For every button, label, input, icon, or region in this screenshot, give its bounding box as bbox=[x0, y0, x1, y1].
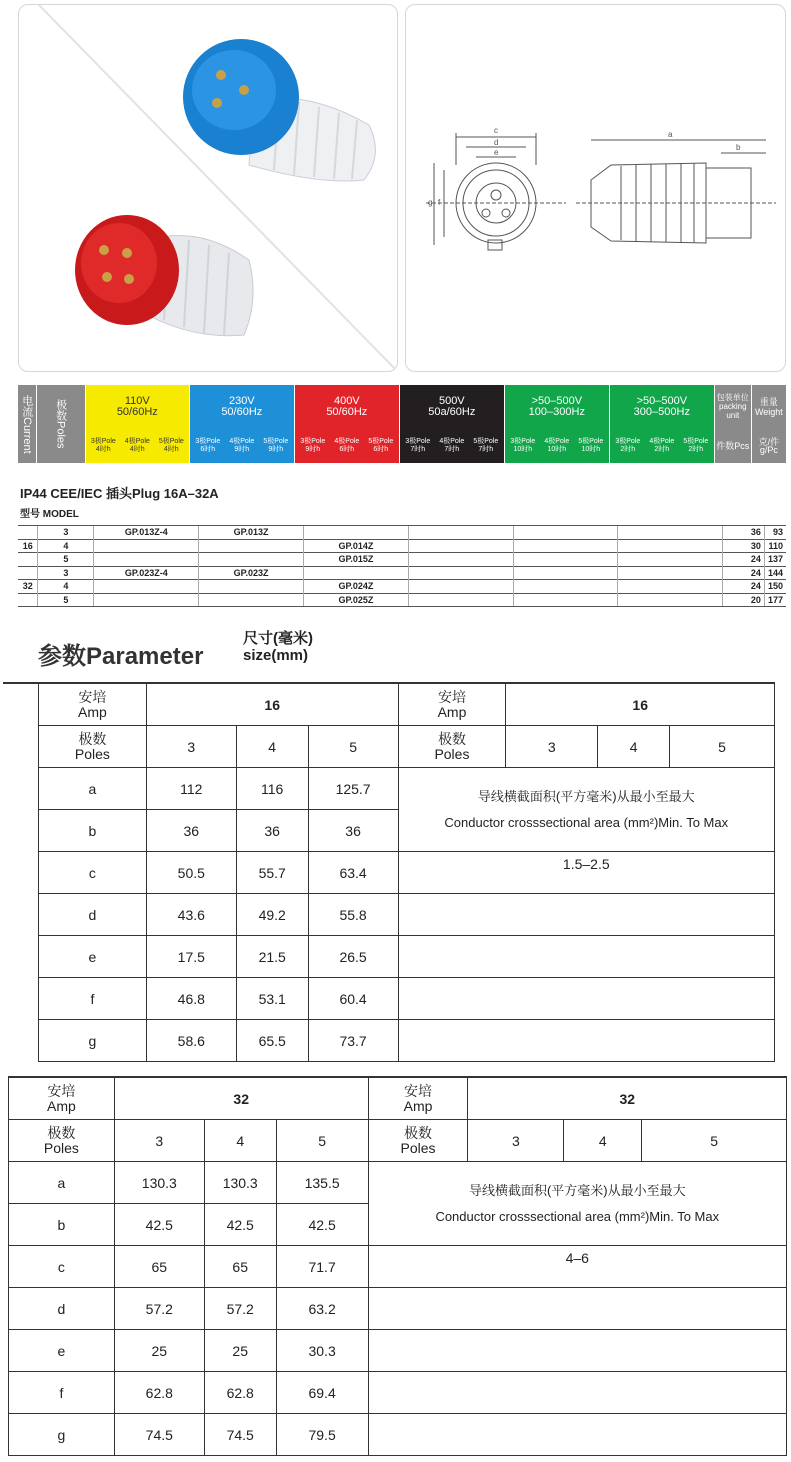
conductor-range: 4–6 bbox=[368, 1246, 786, 1288]
technical-drawing-panel bbox=[405, 4, 786, 372]
dimension-value: 55.7 bbox=[236, 852, 308, 894]
weight-cell: 110 bbox=[764, 539, 786, 553]
pole-label: 4极Pole 10时h bbox=[544, 437, 570, 453]
amp-label: 安培 Amp bbox=[398, 684, 506, 726]
empty-cell bbox=[398, 1020, 774, 1062]
dimension-label: f bbox=[9, 1372, 115, 1414]
model-cell bbox=[408, 553, 513, 567]
dimension-value: 21.5 bbox=[236, 936, 308, 978]
dim-label-f: f bbox=[438, 198, 441, 207]
model-cell bbox=[94, 539, 199, 553]
pole-label: 4极Pole 6时h bbox=[334, 437, 360, 453]
dimension-value: 53.1 bbox=[236, 978, 308, 1020]
model-cell bbox=[618, 553, 723, 567]
dimension-row bbox=[9, 1162, 787, 1204]
dim-label-a: a bbox=[668, 130, 673, 139]
dimension-value: 112 bbox=[146, 768, 236, 810]
pole-label: 3极Pole 9时h bbox=[300, 437, 326, 453]
size-heading bbox=[243, 630, 313, 664]
dimension-value: 57.2 bbox=[114, 1288, 204, 1330]
model-cell: GP.024Z bbox=[304, 580, 409, 594]
model-cell bbox=[513, 593, 618, 607]
dimension-value: 63.4 bbox=[308, 852, 398, 894]
model-cell: GP.023Z-4 bbox=[94, 566, 199, 580]
dimension-value: 42.5 bbox=[114, 1204, 204, 1246]
current-cell bbox=[18, 593, 38, 607]
empty-cell bbox=[368, 1414, 786, 1456]
pole-label: 5极Pole 10时h bbox=[578, 437, 604, 453]
voltage-group bbox=[85, 385, 189, 463]
model-row bbox=[18, 593, 786, 607]
model-cell bbox=[304, 566, 409, 580]
dimension-label: d bbox=[39, 894, 147, 936]
dimension-label: d bbox=[9, 1288, 115, 1330]
empty-cell bbox=[368, 1288, 786, 1330]
poles-label: 极数 Poles bbox=[39, 726, 147, 768]
dimension-value: 71.7 bbox=[276, 1246, 368, 1288]
current-cell: 32 bbox=[18, 580, 38, 594]
amp-value: 32 bbox=[114, 1078, 368, 1120]
dim-label-e: e bbox=[494, 148, 499, 157]
dimension-value: 25 bbox=[204, 1330, 276, 1372]
poles-cell: 5 bbox=[38, 593, 94, 607]
parameter-table-32a bbox=[8, 1077, 787, 1456]
model-cell bbox=[618, 539, 723, 553]
current-cell bbox=[18, 566, 38, 580]
dimension-row bbox=[9, 1372, 787, 1414]
pole-label: 4极Pole 7时h bbox=[439, 437, 465, 453]
model-cell bbox=[513, 580, 618, 594]
dimension-value: 36 bbox=[146, 810, 236, 852]
dimension-label: g bbox=[9, 1414, 115, 1456]
dimension-value: 42.5 bbox=[204, 1204, 276, 1246]
empty-cell bbox=[398, 894, 774, 936]
amp-value: 16 bbox=[506, 684, 775, 726]
amp-value: 16 bbox=[146, 684, 398, 726]
dim-label-g: g bbox=[428, 198, 433, 207]
amp-value: 32 bbox=[468, 1078, 787, 1120]
dimension-value: 36 bbox=[308, 810, 398, 852]
poles-cell: 5 bbox=[38, 553, 94, 567]
poles-cell: 4 bbox=[38, 539, 94, 553]
voltage-group bbox=[609, 385, 714, 463]
dimension-row bbox=[9, 1288, 787, 1330]
dimension-value: 62.8 bbox=[204, 1372, 276, 1414]
model-table bbox=[18, 525, 786, 607]
freq-label: 50a/60Hz bbox=[428, 405, 476, 418]
model-row bbox=[18, 566, 786, 580]
dimension-row bbox=[39, 768, 775, 810]
current-cell bbox=[18, 553, 38, 567]
model-cell bbox=[513, 566, 618, 580]
plug-illustration bbox=[19, 5, 398, 372]
pole-label: 5极Pole 7时h bbox=[473, 437, 499, 453]
model-cell bbox=[618, 566, 723, 580]
dimension-label: b bbox=[9, 1204, 115, 1246]
dimension-value: 125.7 bbox=[308, 768, 398, 810]
dimension-row bbox=[39, 1020, 775, 1062]
model-cell bbox=[408, 526, 513, 540]
voltage-group bbox=[294, 385, 399, 463]
freq-label: 50/60Hz bbox=[221, 405, 263, 418]
model-cell: GP.013Z-4 bbox=[94, 526, 199, 540]
conductor-note: 导线横截面积(平方毫米)从最小至最大 Conductor crosssectional area (mm²)Min. To Max bbox=[398, 768, 774, 852]
voltage-label: 110V bbox=[124, 394, 150, 407]
amp-row bbox=[9, 1078, 787, 1120]
freq-label: 100–300Hz bbox=[528, 405, 585, 418]
pole-label: 5极Pole 4时h bbox=[158, 437, 184, 453]
model-cell bbox=[408, 593, 513, 607]
dimension-value: 36 bbox=[236, 810, 308, 852]
model-title: IP44 CEE/IEC 插头Plug 16A–32A bbox=[20, 486, 219, 501]
current-cell: 16 bbox=[18, 539, 38, 553]
dimension-value: 55.8 bbox=[308, 894, 398, 936]
dimension-label: b bbox=[39, 810, 147, 852]
dimension-value: 74.5 bbox=[114, 1414, 204, 1456]
model-cell bbox=[408, 539, 513, 553]
model-cell bbox=[199, 593, 304, 607]
model-row bbox=[18, 580, 786, 594]
amp-label: 安培 Amp bbox=[9, 1078, 115, 1120]
pole-label: 3极Pole 7时h bbox=[405, 437, 431, 453]
parameter-title: 参数Parameter bbox=[38, 643, 204, 670]
weight-cell: 144 bbox=[764, 566, 786, 580]
dimension-value: 49.2 bbox=[236, 894, 308, 936]
model-cell bbox=[199, 539, 304, 553]
voltage-header bbox=[18, 385, 786, 463]
conductor-note: 导线横截面积(平方毫米)从最小至最大 Conductor crosssectional area (mm²)Min. To Max bbox=[368, 1162, 786, 1246]
dimension-row bbox=[39, 894, 775, 936]
empty-cell bbox=[398, 936, 774, 978]
dimension-value: 26.5 bbox=[308, 936, 398, 978]
model-cell bbox=[408, 566, 513, 580]
model-cell bbox=[513, 526, 618, 540]
empty-cell bbox=[368, 1372, 786, 1414]
dimension-value: 73.7 bbox=[308, 1020, 398, 1062]
poles-cell: 4 bbox=[38, 580, 94, 594]
model-cell bbox=[618, 580, 723, 594]
poles-label: 极数 Poles bbox=[368, 1120, 468, 1162]
dimension-label: f bbox=[39, 978, 147, 1020]
dimension-value: 60.4 bbox=[308, 978, 398, 1020]
dimension-value: 62.8 bbox=[114, 1372, 204, 1414]
dimension-value: 50.5 bbox=[146, 852, 236, 894]
amp-row bbox=[39, 684, 775, 726]
pole-label: 5极Pole 6时h bbox=[368, 437, 394, 453]
dimension-label: c bbox=[9, 1246, 115, 1288]
amp-label: 安培 Amp bbox=[368, 1078, 468, 1120]
voltage-label: >50–500V bbox=[636, 394, 688, 407]
current-header: 电流Current bbox=[18, 385, 36, 463]
model-cell bbox=[618, 593, 723, 607]
voltage-label: 230V bbox=[228, 394, 255, 407]
red-plug-image bbox=[75, 215, 253, 336]
dimension-label: g bbox=[39, 1020, 147, 1062]
dim-label-d: d bbox=[494, 138, 499, 147]
poles-label: 极数 Poles bbox=[398, 726, 506, 768]
model-cell bbox=[513, 553, 618, 567]
model-cell: GP.013Z bbox=[199, 526, 304, 540]
poles-cell: 3 bbox=[38, 566, 94, 580]
poles-label: 极数 Poles bbox=[9, 1120, 115, 1162]
pole-label: 4极Pole 2时h bbox=[649, 437, 675, 453]
size-cn: 尺寸(毫米) bbox=[243, 630, 313, 647]
freq-label: 50/60Hz bbox=[116, 405, 158, 418]
model-cell: GP.025Z bbox=[304, 593, 409, 607]
dimension-value: 116 bbox=[236, 768, 308, 810]
dimension-value: 65.5 bbox=[236, 1020, 308, 1062]
dim-label-c: c bbox=[494, 126, 498, 135]
freq-label: 300–500Hz bbox=[633, 405, 690, 418]
voltage-group bbox=[189, 385, 294, 463]
dimension-label: e bbox=[9, 1330, 115, 1372]
pcs-cell: 36 bbox=[722, 526, 764, 540]
model-cell bbox=[618, 526, 723, 540]
amp-label: 安培 Amp bbox=[39, 684, 147, 726]
parameter-table-16a bbox=[38, 683, 775, 1062]
model-cell bbox=[94, 553, 199, 567]
weight-cell: 137 bbox=[764, 553, 786, 567]
model-cell bbox=[199, 580, 304, 594]
weight-cell: 150 bbox=[764, 580, 786, 594]
pcs-cell: 24 bbox=[722, 580, 764, 594]
poles-row: 极数 Poles 3 4 5 极数 Poles 3 4 5 bbox=[9, 1120, 787, 1162]
model-cell bbox=[94, 593, 199, 607]
model-cell bbox=[408, 580, 513, 594]
voltage-group bbox=[399, 385, 504, 463]
blue-plug-image bbox=[183, 39, 375, 181]
model-subtitle: 型号 MODEL bbox=[20, 509, 79, 520]
current-cell bbox=[18, 526, 38, 540]
weight-cell: 177 bbox=[764, 593, 786, 607]
dimension-label: a bbox=[9, 1162, 115, 1204]
model-cell: GP.023Z bbox=[199, 566, 304, 580]
dimension-label: e bbox=[39, 936, 147, 978]
poles-header: 极数Poles bbox=[36, 385, 85, 463]
dimension-value: 130.3 bbox=[114, 1162, 204, 1204]
model-cell: GP.014Z bbox=[304, 539, 409, 553]
weight-header: 重量Weight 克/件g/Pc bbox=[751, 385, 786, 463]
size-en: size(mm) bbox=[243, 647, 309, 664]
voltage-label: 400V bbox=[333, 394, 360, 407]
empty-cell bbox=[398, 978, 774, 1020]
model-row bbox=[18, 526, 786, 540]
dimension-row bbox=[9, 1330, 787, 1372]
dimension-value: 63.2 bbox=[276, 1288, 368, 1330]
model-cell: GP.015Z bbox=[304, 553, 409, 567]
pcs-cell: 24 bbox=[722, 553, 764, 567]
dimension-value: 65 bbox=[114, 1246, 204, 1288]
pole-label: 4极Pole 9时h bbox=[229, 437, 255, 453]
dimension-value: 74.5 bbox=[204, 1414, 276, 1456]
dimension-value: 65 bbox=[204, 1246, 276, 1288]
model-row bbox=[18, 553, 786, 567]
dimension-value: 17.5 bbox=[146, 936, 236, 978]
product-photo-panel bbox=[18, 4, 398, 372]
packing-header: 包装单位packing unit 件数Pcs bbox=[714, 385, 751, 463]
dimension-value: 30.3 bbox=[276, 1330, 368, 1372]
dimension-value: 69.4 bbox=[276, 1372, 368, 1414]
pole-label: 5极Pole 2时h bbox=[683, 437, 709, 453]
dimension-row bbox=[39, 936, 775, 978]
dimension-value: 46.8 bbox=[146, 978, 236, 1020]
model-cell bbox=[199, 553, 304, 567]
conductor-range: 1.5–2.5 bbox=[398, 852, 774, 894]
poles-cell: 3 bbox=[38, 526, 94, 540]
dimension-value: 130.3 bbox=[204, 1162, 276, 1204]
pole-label: 4极Pole 4时h bbox=[124, 437, 150, 453]
model-cell bbox=[513, 539, 618, 553]
model-cell bbox=[94, 580, 199, 594]
dimension-label: a bbox=[39, 768, 147, 810]
dimension-value: 43.6 bbox=[146, 894, 236, 936]
model-cell bbox=[304, 526, 409, 540]
dimension-value: 79.5 bbox=[276, 1414, 368, 1456]
pole-label: 3极Pole 4时h bbox=[90, 437, 116, 453]
voltage-group bbox=[504, 385, 609, 463]
dimension-drawing bbox=[406, 5, 786, 372]
dimension-label: c bbox=[39, 852, 147, 894]
dimension-row bbox=[39, 978, 775, 1020]
poles-row: 极数 Poles 3 4 5 极数 Poles 3 4 5 bbox=[39, 726, 775, 768]
dimension-value: 42.5 bbox=[276, 1204, 368, 1246]
pcs-cell: 24 bbox=[722, 566, 764, 580]
weight-cell: 93 bbox=[764, 526, 786, 540]
dimension-value: 57.2 bbox=[204, 1288, 276, 1330]
dimension-row bbox=[9, 1414, 787, 1456]
voltage-label: >50–500V bbox=[531, 394, 583, 407]
dimension-value: 25 bbox=[114, 1330, 204, 1372]
dimension-value: 135.5 bbox=[276, 1162, 368, 1204]
pole-label: 3极Pole 2时h bbox=[615, 437, 641, 453]
empty-cell bbox=[368, 1330, 786, 1372]
freq-label: 50/60Hz bbox=[326, 405, 368, 418]
dimension-value: 58.6 bbox=[146, 1020, 236, 1062]
pole-label: 5极Pole 9时h bbox=[263, 437, 289, 453]
dim-label-b: b bbox=[736, 143, 741, 152]
dimension-row bbox=[9, 1246, 787, 1288]
pcs-cell: 30 bbox=[722, 539, 764, 553]
voltage-label: 500V bbox=[438, 394, 465, 407]
pcs-cell: 20 bbox=[722, 593, 764, 607]
model-row bbox=[18, 539, 786, 553]
pole-label: 3极Pole 6时h bbox=[195, 437, 221, 453]
pole-label: 3极Pole 10时h bbox=[510, 437, 536, 453]
dimension-row bbox=[39, 852, 775, 894]
